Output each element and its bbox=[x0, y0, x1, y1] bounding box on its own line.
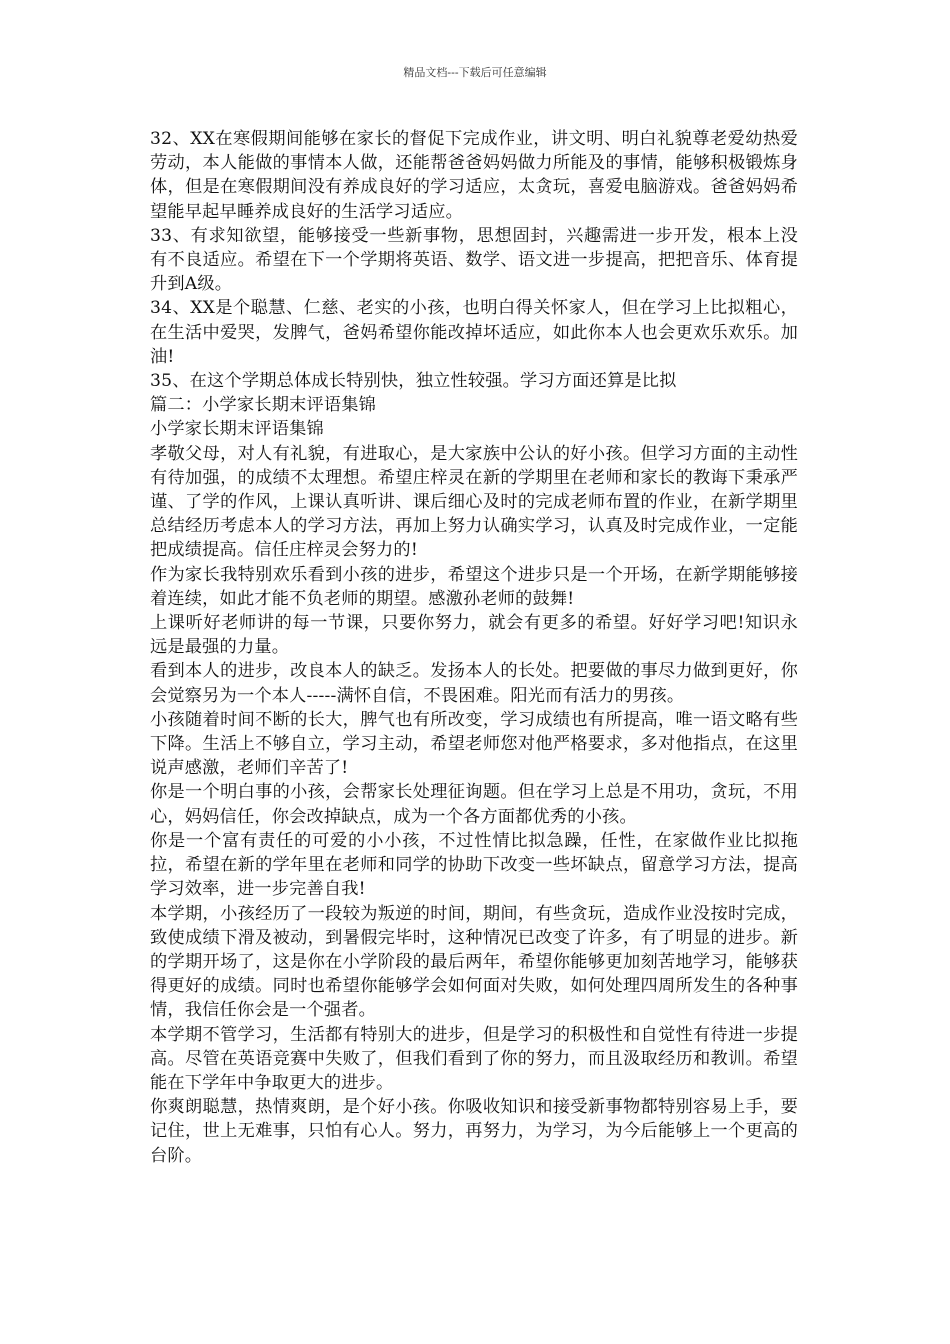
section-heading: 篇二：小学家长期末评语集锦 bbox=[150, 395, 377, 416]
comment-paragraph: 你是一个明白事的小孩，会帮家长处理征询题。但在学习上总是不用功，贪玩，不用心，妈妈信任，你会改掉缺点，成为一个各方面都优秀的小孩。 bbox=[150, 782, 798, 827]
paragraph-34: 34、XX是个聪慧、仁慈、老实的小孩，也明白得关怀家人，但在学习上比拟粗心，在生活中爱哭，发脾气，爸妈希望你能改掉坏适应，如此你本人也会更欢乐欢乐。加油! bbox=[150, 298, 798, 367]
comment-paragraph: 本学期不管学习，生活都有特别大的进步，但是学习的积极性和自觉性有待进一步提高。尽管在英语竞赛中失败了，但我们看到了你的努力，而且汲取经历和教训。希望能在下学年中争取更大的进步。 bbox=[150, 1024, 798, 1093]
section-title: 小学家长期末评语集锦 bbox=[150, 419, 324, 440]
paragraph-32: 32、XX在寒假期间能够在家长的督促下完成作业，讲文明、明白礼貌尊老爱幼热爱劳动，本人能做的事情本人做，还能帮爸爸妈妈做力所能及的事情，能够积极锻炼身体，但是在寒假期间没有养成良好的学习适应，太贪玩，喜爱电脑游戏。爸爸妈妈希望能早起早睡养成良好的生活学习适应。 bbox=[150, 129, 798, 222]
page-header: 精品文档---下载后可任意编辑 bbox=[403, 66, 547, 79]
comment-paragraph: 小孩随着时间不断的长大，脾气也有所改变，学习成绩也有所提高，唯一语文略有些下降。生活上不够自立，学习主动，希望老师您对他严格要求，多对他指点，在这里说声感激，老师们辛苦了! bbox=[150, 709, 798, 779]
comment-paragraph: 上课听好老师讲的每一节课，只要你努力，就会有更多的希望。好好学习吧!知识永远是最强的力量。 bbox=[150, 613, 798, 658]
comment-paragraph: 本学期，小孩经历了一段较为叛逆的时间，期间，有些贪玩，造成作业没按时完成，致使成绩下滑及被动，到暑假完毕时，这种情况已改变了许多，有了明显的进步。新的学期开场了，这是你在小学阶段的最后两年，希望你能够更加刻苦地学习，能够获得更好的成绩。同时也希望你能够学会如何面对失败，如何处理四周所发生的各种事情，我信任你会是一个强者。 bbox=[150, 903, 798, 1021]
paragraph-35: 35、在这个学期总体成长特别快，独立性较强。学习方面还算是比拟 bbox=[150, 371, 677, 392]
comment-paragraph: 你爽朗聪慧，热情爽朗，是个好小孩。你吸收知识和接受新事物都特别容易上手，要记住，世上无难事，只怕有心人。努力，再努力，为学习，为今后能够上一个更高的台阶。 bbox=[150, 1097, 798, 1166]
comment-paragraph: 孝敬父母，对人有礼貌，有进取心，是大家族中公认的好小孩。但学习方面的主动性有待加强，的成绩不太理想。希望庄梓灵在新的学期里在老师和家长的教诲下秉承严谨、了学的作风，上课认真听讲、课后细心及时的完成老师布置的作业，在新学期里总结经历考虑本人的学习方法，再加上努力认确实学习，认真及时完成作业，一定能把成绩提高。信任庄梓灵会努力的! bbox=[150, 443, 798, 561]
document-body bbox=[150, 127, 798, 1168]
comment-paragraph: 你是一个富有责任的可爱的小小孩，不过性情比拟急躁，任性，在家做作业比拟拖拉，希望在新的学年里在老师和同学的协助下改变一些坏缺点，留意学习方法，提高学习效率，进一步完善自我! bbox=[150, 830, 798, 900]
comment-paragraph: 作为家长我特别欢乐看到小孩的进步，希望这个进步只是一个开场，在新学期能够接着连续，如此才能不负老师的期望。感激孙老师的鼓舞! bbox=[150, 564, 798, 609]
paragraph-33: 33、有求知欲望，能够接受一些新事物，思想固封，兴趣需进一步开发，根本上没有不良适应。希望在下一个学期将英语、数学、语文进一步提高，把把音乐、体育提升到A级。 bbox=[150, 225, 798, 295]
comment-paragraph: 看到本人的进步，改良本人的缺乏。发扬本人的长处。把要做的事尽力做到更好，你会觉察另为一个本人-----满怀自信，不畏困难。阳光而有活力的男孩。 bbox=[150, 661, 798, 706]
